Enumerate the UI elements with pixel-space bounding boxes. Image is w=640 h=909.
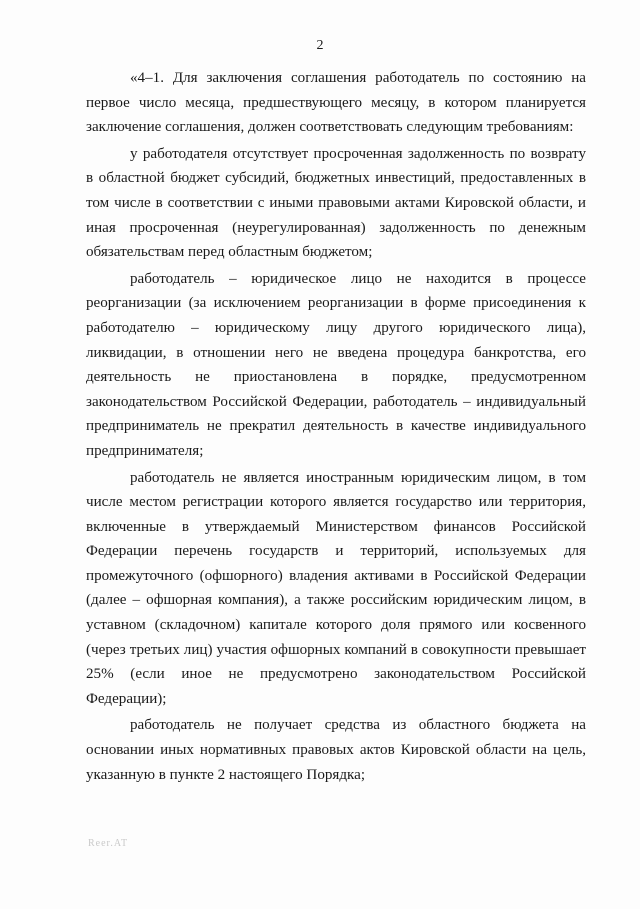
paragraph-no-debt: у работодателя отсутствует просроченная задолженность по возврату в областной бюджет субсидий, бюджетных инвестиций, предоставленных в том числе в соответствии с иными правовыми актами Кировской области, и иная просроченная (неурегулированная) задолженность по денежным обязательствам перед областным бюджетом; bbox=[86, 145, 586, 261]
document-body bbox=[86, 66, 586, 789]
scan-watermark: Reer.AT bbox=[88, 838, 129, 849]
paragraph-no-other-funds: работодатель не получает средства из областного бюджета на основании иных нормативных правовых актов Кировской области на цель, указанную в пункте 2 настоящего Порядка; bbox=[86, 717, 586, 783]
paragraph-not-foreign: работодатель не является иностранным юридическим лицом, в том числе местом регистрации которого является государство или территория, включенные в утверждаемый Министерством финансов Российской Федерации перечень государств и территорий, используемых для промежуточного (офшорного) владения активами в Российской Федерации (далее – офшорная компания), а также российским юридическим лицом, в уставном (складочном) капитале которого доля прямого или косвенного (через третьих лиц) участия офшорных компаний в совокупности превышает 25% (если иное не предусмотрено законодательством Российской Федерации); bbox=[86, 469, 586, 707]
paragraph-intro: «4–1. Для заключения соглашения работодатель по состоянию на первое число месяца, предшествующего месяцу, в котором планируется заключение соглашения, должен соответствовать следующим требованиям: bbox=[86, 70, 586, 136]
page-number: 2 bbox=[316, 38, 324, 53]
paragraph-no-reorganization: работодатель – юридическое лицо не находится в процессе реорганизации (за исключением реорганизации в форме присоединения к работодателю – юридическому лицу другого юридического лица), ликвидации, в отношении него не введена процедура банкротства, его деятельность не приостановлена в порядке, предусмотренном законодательством Российской Федерации, работодатель – индивидуальный предприниматель не прекратил деятельность в качестве индивидуального предпринимателя; bbox=[86, 270, 586, 459]
